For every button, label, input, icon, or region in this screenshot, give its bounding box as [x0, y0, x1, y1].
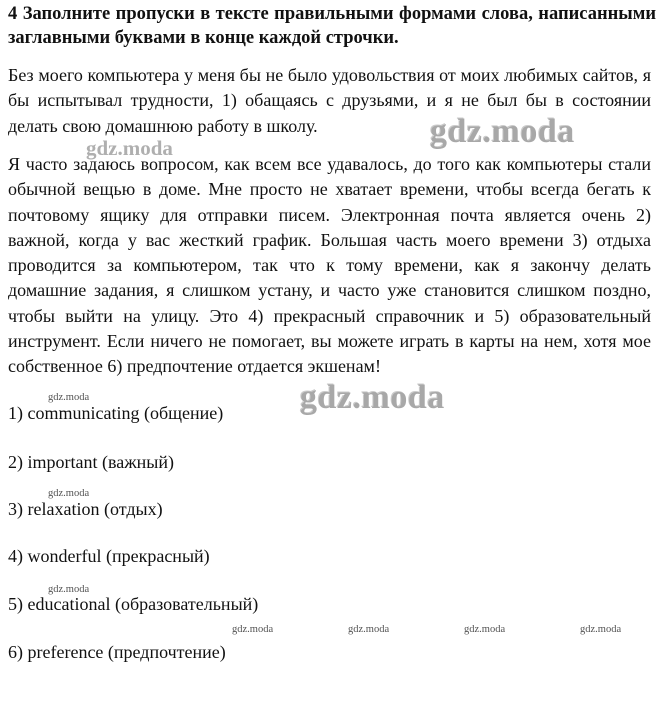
watermark-large: gdz.moda [300, 379, 445, 416]
exercise-heading: 4 Заполните пропуски в тексте правильными формами слова, написанными заглавными буквами в конце каждой строчки. [8, 4, 656, 48]
watermark-small: gdz.moda [48, 488, 90, 499]
text-paragraph-1: Без моего компьютера у меня бы не было удовольствия от моих любимых сайтов, я бы испытывал трудности, 1) обащаясь с друзьями, и я не был бы в состоянии делать свою домашнюю работу в школу. [8, 65, 651, 136]
answer-6: 6) preference (предпочтение) [8, 642, 226, 662]
answer-4: 4) wonderful (прекрасный) [8, 546, 210, 566]
watermark-small: gdz.moda [580, 624, 622, 635]
answer-3: 3) relaxation (отдых) [8, 499, 163, 519]
watermark-small: gdz.moda [348, 624, 390, 635]
answer-1: 1) communicating (общение) [8, 403, 224, 423]
watermark-large: gdz.moda [430, 113, 575, 150]
watermark-small: gdz.moda [48, 584, 90, 595]
answer-5: 5) educational (образовательный) [8, 594, 259, 614]
watermark-small: gdz.moda [48, 392, 90, 403]
watermark-small: gdz.moda [464, 624, 506, 635]
watermark-medium: gdz.moda [86, 136, 173, 160]
answer-2: 2) important (важный) [8, 452, 175, 472]
text-paragraph-2: Я часто задаюсь вопросом, как всем все удавалось, до того как компьютеры стали обычной вещью в доме. Мне просто не хватает времени, чтобы всегда бегать к почтовому ящику для отправки писем. Электронная почта является очень 2) важной, когда у вас жесткий график. Большая часть моего времени 3) отдыха проводится за компьютером, так что к тому времени, как я закончу делать домашние задания, я слишком устану, и часто уже становится слишком поздно, чтобы выйти на улицу. Это 4) прекрасный справочник и 5) образовательный инструмент. Если ничего не помогает, вы можете играть в карты на нем, хотя мое собственное 6) предпочтение отдается экшенам! [8, 154, 651, 377]
watermark-small: gdz.moda [232, 624, 274, 635]
